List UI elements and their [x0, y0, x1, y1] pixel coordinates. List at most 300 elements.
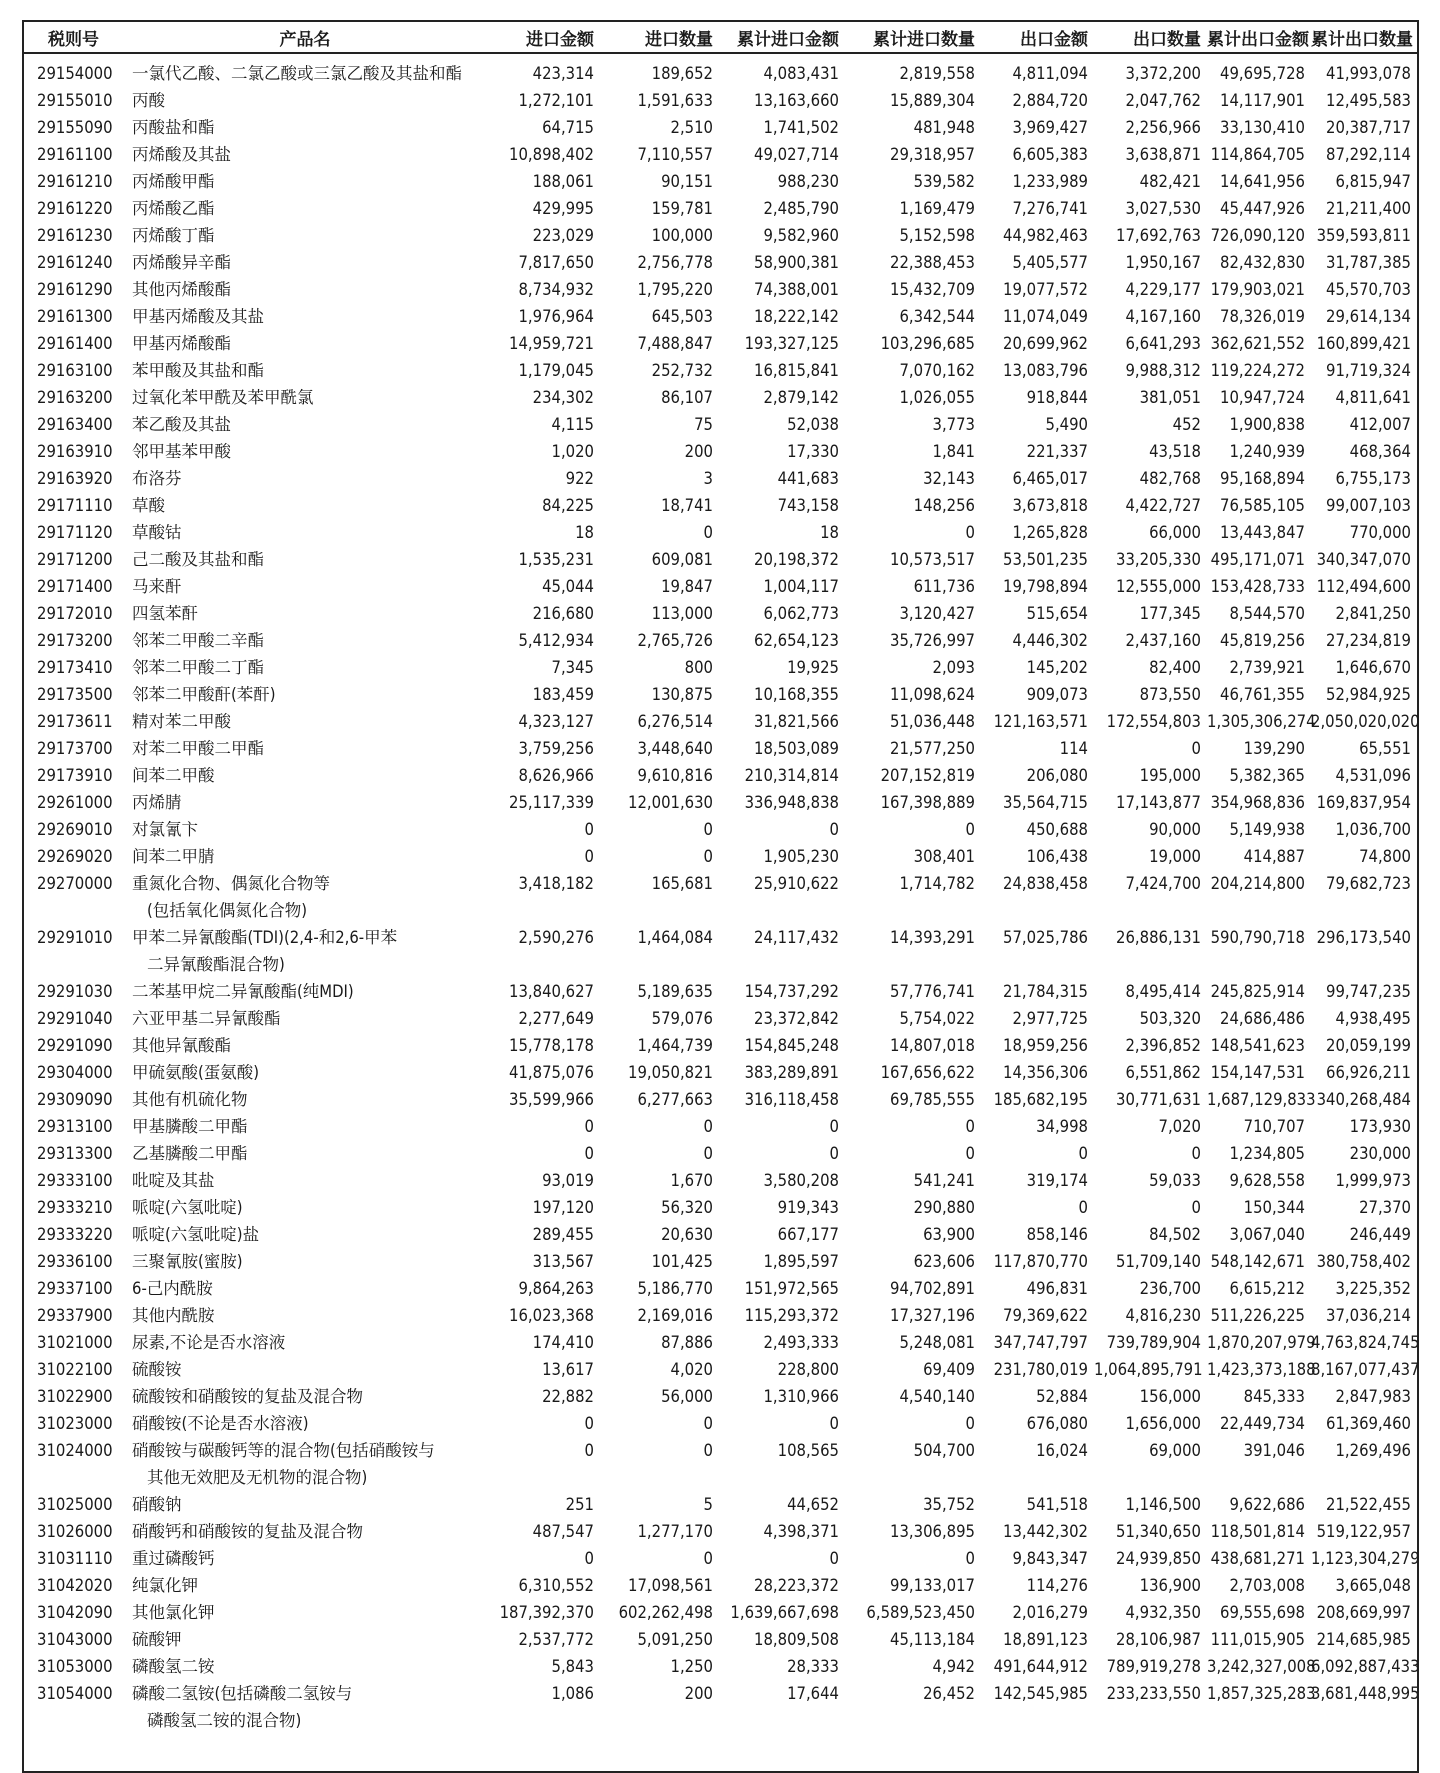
cell-tariff-code: 29161400 — [37, 334, 113, 353]
cell-cumulative-export-amount: 1,900,838 — [1229, 415, 1305, 434]
cell-export-quantity: 3,638,871 — [1125, 145, 1201, 164]
cell-cumulative-import-quantity: 504,700 — [913, 1441, 975, 1460]
cell-import-quantity: 0 — [703, 1414, 713, 1433]
cell-cumulative-import-quantity: 3,773 — [932, 415, 975, 434]
cell-cumulative-export-quantity: 296,173,540 — [1316, 928, 1411, 947]
cell-cumulative-export-quantity: 41,993,078 — [1326, 64, 1411, 83]
cell-cumulative-import-quantity: 69,785,555 — [890, 1090, 975, 1109]
cell-cumulative-import-amount: 18,809,508 — [754, 1630, 839, 1649]
cell-cumulative-export-quantity: 770,000 — [1349, 523, 1411, 542]
cell-export-amount: 35,564,715 — [1003, 793, 1088, 812]
cell-import-quantity: 101,425 — [651, 1252, 713, 1271]
cell-cumulative-export-amount: 1,423,373,188 — [1207, 1360, 1316, 1379]
cell-cumulative-import-quantity: 539,582 — [913, 172, 975, 191]
cell-export-amount: 515,654 — [1026, 604, 1088, 623]
cell-product-name — [129, 1194, 487, 1221]
cell-export-quantity: 4,816,230 — [1125, 1306, 1201, 1325]
header-cumulative-export-quantity: 累计出口数量 — [1311, 22, 1417, 53]
cell-export-amount: 4,811,094 — [1012, 64, 1088, 83]
cell-tariff-code: 29313100 — [37, 1117, 113, 1136]
cell-cumulative-export-quantity: 214,685,985 — [1316, 1630, 1411, 1649]
cell-tariff-code: 29161210 — [37, 172, 113, 191]
cell-import-amount: 251 — [565, 1495, 594, 1514]
cell-import-amount: 487,547 — [532, 1522, 594, 1541]
cell-tariff-code: 29161220 — [37, 199, 113, 218]
cell-export-amount: 0 — [1078, 1144, 1088, 1163]
cell-cumulative-import-quantity: 45,113,184 — [890, 1630, 975, 1649]
product-name-line: 苯甲酸及其盐和酯 — [132, 361, 264, 380]
cell-export-amount: 347,747,797 — [993, 1333, 1088, 1352]
cell-product-name — [129, 1059, 487, 1086]
cell-cumulative-import-quantity: 51,036,448 — [890, 712, 975, 731]
cell-import-quantity: 1,250 — [670, 1657, 713, 1676]
product-name-line: 邻苯二甲酸二丁酯 — [132, 658, 264, 677]
cell-cumulative-import-amount: 6,062,773 — [763, 604, 839, 623]
cell-export-amount: 145,202 — [1026, 658, 1088, 677]
cell-cumulative-export-quantity: 2,841,250 — [1335, 604, 1411, 623]
product-name-line: 六亚甲基二异氰酸酯 — [132, 1009, 281, 1028]
cell-product-name — [129, 546, 487, 573]
cell-product-name — [129, 789, 487, 816]
table-row — [24, 762, 1417, 789]
cell-import-quantity: 1,795,220 — [637, 280, 713, 299]
table-row — [24, 1545, 1417, 1572]
cell-export-quantity: 59,033 — [1149, 1171, 1201, 1190]
cell-export-amount: 52,884 — [1036, 1387, 1088, 1406]
cell-tariff-code: 29291090 — [37, 1036, 113, 1055]
cell-cumulative-export-amount: 726,090,120 — [1210, 226, 1305, 245]
header-export-amount: 出口金额 — [981, 22, 1094, 53]
cell-tariff-code: 29171400 — [37, 577, 113, 596]
cell-cumulative-export-quantity: 87,292,114 — [1326, 145, 1411, 164]
cell-export-amount: 4,446,302 — [1012, 631, 1088, 650]
product-name-line: 对苯二甲酸二甲酯 — [132, 739, 264, 758]
cell-export-amount: 19,798,894 — [1003, 577, 1088, 596]
cell-cumulative-export-amount: 2,703,008 — [1229, 1576, 1305, 1595]
cell-cumulative-import-amount: 108,565 — [777, 1441, 839, 1460]
product-name-line: 硝酸铵(不论是否水溶液) — [132, 1414, 309, 1433]
cell-cumulative-import-amount: 154,737,292 — [744, 982, 839, 1001]
cell-product-name — [129, 303, 487, 330]
cell-cumulative-import-quantity: 0 — [965, 523, 975, 542]
cell-import-quantity: 5,091,250 — [637, 1630, 713, 1649]
header-product-name: 产品名 — [129, 22, 487, 53]
cell-cumulative-import-quantity: 26,452 — [923, 1684, 975, 1703]
cell-cumulative-export-quantity: 2,847,983 — [1335, 1387, 1411, 1406]
table-row — [24, 411, 1417, 438]
cell-cumulative-export-amount: 76,585,105 — [1220, 496, 1305, 515]
cell-tariff-code: 29309090 — [37, 1090, 113, 1109]
table-row — [24, 654, 1417, 681]
cell-product-name — [129, 1383, 487, 1410]
cell-cumulative-export-amount: 1,240,939 — [1229, 442, 1305, 461]
cell-cumulative-export-quantity: 37,036,214 — [1326, 1306, 1411, 1325]
cell-cumulative-export-quantity: 6,815,947 — [1335, 172, 1411, 191]
product-name-line: 布洛芬 — [132, 469, 182, 488]
cell-import-quantity: 5 — [703, 1495, 713, 1514]
cell-cumulative-import-amount: 2,493,333 — [763, 1333, 839, 1352]
cell-cumulative-import-quantity: 5,754,022 — [899, 1009, 975, 1028]
cell-export-quantity: 1,950,167 — [1125, 253, 1201, 272]
cell-cumulative-import-amount: 13,163,660 — [754, 91, 839, 110]
product-name-line: 磷酸氢二铵 — [132, 1657, 215, 1676]
cell-product-name — [129, 1410, 487, 1437]
cell-cumulative-import-quantity: 6,342,544 — [899, 307, 975, 326]
cell-product-name — [129, 681, 487, 708]
table-row — [24, 735, 1417, 762]
product-name-line: 丙酸盐和酯 — [132, 118, 215, 137]
cell-import-amount: 5,843 — [551, 1657, 594, 1676]
header-cumulative-import-amount: 累计进口金额 — [719, 22, 845, 53]
cell-import-quantity: 4,020 — [670, 1360, 713, 1379]
cell-import-amount: 4,323,127 — [518, 712, 594, 731]
cell-cumulative-export-amount: 3,242,327,008 — [1207, 1657, 1316, 1676]
product-name-line: 其他内酰胺 — [132, 1306, 215, 1325]
trade-table — [24, 22, 1420, 1734]
product-name-line: 丙烯酸及其盐 — [132, 145, 231, 164]
cell-cumulative-import-amount: 919,343 — [777, 1198, 839, 1217]
cell-cumulative-import-amount: 1,741,502 — [763, 118, 839, 137]
product-name-line: 对氯氰卞 — [132, 820, 198, 839]
cell-export-amount: 5,405,577 — [1012, 253, 1088, 272]
product-name-line: 吡啶及其盐 — [132, 1171, 215, 1190]
cell-cumulative-export-quantity: 230,000 — [1349, 1144, 1411, 1163]
cell-cumulative-import-quantity: 69,409 — [923, 1360, 975, 1379]
cell-cumulative-export-amount: 118,501,814 — [1210, 1522, 1305, 1541]
cell-cumulative-export-quantity: 29,614,134 — [1326, 307, 1411, 326]
product-name-line: 硫酸铵和硝酸铵的复盐及混合物 — [132, 1387, 363, 1406]
cell-import-quantity: 6,276,514 — [637, 712, 713, 731]
cell-export-quantity: 84,502 — [1149, 1225, 1201, 1244]
cell-import-amount: 3,759,256 — [518, 739, 594, 758]
cell-product-name — [129, 870, 487, 924]
cell-cumulative-export-quantity: 380,758,402 — [1316, 1252, 1411, 1271]
cell-import-quantity: 159,781 — [651, 199, 713, 218]
cell-cumulative-import-quantity: 3,120,427 — [899, 604, 975, 623]
cell-export-quantity: 28,106,987 — [1116, 1630, 1201, 1649]
cell-tariff-code: 29155010 — [37, 91, 113, 110]
cell-import-amount: 922 — [565, 469, 594, 488]
cell-cumulative-import-quantity: 290,880 — [913, 1198, 975, 1217]
product-name-line: 丙烯酸乙酯 — [132, 199, 215, 218]
cell-product-name — [129, 1167, 487, 1194]
cell-product-name — [129, 384, 487, 411]
cell-import-amount: 13,840,627 — [509, 982, 594, 1001]
cell-export-amount: 1,265,828 — [1012, 523, 1088, 542]
cell-tariff-code: 29163910 — [37, 442, 113, 461]
cell-cumulative-export-amount: 46,761,355 — [1220, 685, 1305, 704]
header-tariff-code: 税则号 — [24, 22, 129, 53]
cell-export-amount: 319,174 — [1026, 1171, 1088, 1190]
cell-cumulative-export-quantity: 21,522,455 — [1326, 1495, 1411, 1514]
cell-cumulative-import-amount: 1,004,117 — [763, 577, 839, 596]
cell-tariff-code: 29163920 — [37, 469, 113, 488]
cell-cumulative-import-quantity: 10,573,517 — [890, 550, 975, 569]
cell-cumulative-export-amount: 6,615,212 — [1229, 1279, 1305, 1298]
cell-cumulative-export-quantity: 91,719,324 — [1326, 361, 1411, 380]
cell-import-amount: 187,392,370 — [499, 1603, 594, 1622]
cell-import-amount: 8,734,932 — [518, 280, 594, 299]
cell-product-name — [129, 573, 487, 600]
cell-cumulative-export-quantity: 4,811,641 — [1335, 388, 1411, 407]
cell-cumulative-import-quantity: 35,752 — [923, 1495, 975, 1514]
cell-export-quantity: 51,340,650 — [1116, 1522, 1201, 1541]
cell-cumulative-import-quantity: 15,432,709 — [890, 280, 975, 299]
cell-import-quantity: 17,098,561 — [628, 1576, 713, 1595]
cell-cumulative-export-amount: 114,864,705 — [1210, 145, 1305, 164]
table-row — [24, 1140, 1417, 1167]
cell-cumulative-export-amount: 2,739,921 — [1229, 658, 1305, 677]
table-row — [24, 384, 1417, 411]
cell-cumulative-export-quantity: 246,449 — [1349, 1225, 1411, 1244]
cell-export-amount: 541,518 — [1026, 1495, 1088, 1514]
cell-import-quantity: 75 — [694, 415, 713, 434]
cell-cumulative-import-quantity: 5,248,081 — [899, 1333, 975, 1352]
cell-export-quantity: 789,919,278 — [1106, 1657, 1201, 1676]
cell-product-name — [129, 1248, 487, 1275]
cell-cumulative-export-quantity: 99,007,103 — [1326, 496, 1411, 515]
cell-export-quantity: 90,000 — [1149, 820, 1201, 839]
cell-import-amount: 41,875,076 — [509, 1063, 594, 1082]
product-name-line: 硫酸钾 — [132, 1630, 182, 1649]
cell-export-amount: 14,356,306 — [1003, 1063, 1088, 1082]
cell-product-name — [129, 438, 487, 465]
cell-cumulative-import-quantity: 2,819,558 — [899, 64, 975, 83]
cell-export-amount: 7,276,741 — [1012, 199, 1088, 218]
cell-cumulative-export-quantity: 468,364 — [1349, 442, 1411, 461]
cell-cumulative-import-quantity: 29,318,957 — [890, 145, 975, 164]
cell-cumulative-import-amount: 154,845,248 — [744, 1036, 839, 1055]
cell-import-amount: 4,115 — [551, 415, 594, 434]
cell-import-amount: 22,882 — [542, 1387, 594, 1406]
cell-product-name — [129, 1005, 487, 1032]
cell-cumulative-export-amount: 14,641,956 — [1220, 172, 1305, 191]
header-import-quantity: 进口数量 — [600, 22, 719, 53]
cell-cumulative-import-quantity: 4,540,140 — [899, 1387, 975, 1406]
cell-cumulative-import-amount: 1,639,667,698 — [730, 1603, 839, 1622]
cell-tariff-code: 29337100 — [37, 1279, 113, 1298]
cell-cumulative-import-amount: 52,038 — [787, 415, 839, 434]
cell-tariff-code: 31031110 — [37, 1549, 113, 1568]
table-row — [24, 1410, 1417, 1437]
cell-product-name — [129, 924, 487, 978]
cell-cumulative-import-amount: 49,027,714 — [754, 145, 839, 164]
product-name-line: 邻甲基苯甲酸 — [132, 442, 231, 461]
cell-import-amount: 188,061 — [532, 172, 594, 191]
cell-import-amount: 25,117,339 — [509, 793, 594, 812]
product-name-line: 丙烯腈 — [132, 793, 182, 812]
cell-export-amount: 24,838,458 — [1003, 874, 1088, 893]
cell-export-amount: 11,074,049 — [1003, 307, 1088, 326]
table-row — [24, 276, 1417, 303]
header-row — [24, 22, 1417, 53]
cell-cumulative-import-quantity: 5,152,598 — [899, 226, 975, 245]
cell-cumulative-export-amount: 78,326,019 — [1220, 307, 1305, 326]
cell-cumulative-export-amount: 139,290 — [1243, 739, 1305, 758]
cell-import-amount: 0 — [584, 1117, 594, 1136]
table-row — [24, 141, 1417, 168]
cell-import-amount: 429,995 — [532, 199, 594, 218]
cell-cumulative-import-amount: 667,177 — [777, 1225, 839, 1244]
cell-cumulative-export-quantity: 31,787,385 — [1326, 253, 1411, 272]
cell-product-name — [129, 1599, 487, 1626]
cell-cumulative-import-amount: 228,800 — [777, 1360, 839, 1379]
cell-import-quantity: 189,652 — [651, 64, 713, 83]
cell-cumulative-export-quantity: 2,050,020,020 — [1311, 712, 1420, 731]
cell-cumulative-import-amount: 383,289,891 — [744, 1063, 839, 1082]
cell-cumulative-import-amount: 4,083,431 — [763, 64, 839, 83]
table-row — [24, 924, 1417, 978]
cell-cumulative-export-amount: 10,947,724 — [1220, 388, 1305, 407]
product-name-line: 三聚氰胺(蜜胺) — [132, 1252, 243, 1271]
cell-product-name — [129, 411, 487, 438]
cell-import-quantity: 2,510 — [670, 118, 713, 137]
cell-cumulative-import-quantity: 7,070,162 — [899, 361, 975, 380]
cell-product-name — [129, 249, 487, 276]
table-row — [24, 1329, 1417, 1356]
cell-export-amount: 496,831 — [1026, 1279, 1088, 1298]
cell-product-name — [129, 708, 487, 735]
cell-cumulative-export-quantity: 99,747,235 — [1326, 982, 1411, 1001]
cell-cumulative-import-amount: 74,388,001 — [754, 280, 839, 299]
product-name-line: 丙烯酸甲酯 — [132, 172, 215, 191]
cell-cumulative-import-amount: 10,168,355 — [754, 685, 839, 704]
table-row — [24, 1302, 1417, 1329]
cell-export-amount: 491,644,912 — [993, 1657, 1088, 1676]
cell-export-quantity: 4,229,177 — [1125, 280, 1201, 299]
cell-export-quantity: 381,051 — [1139, 388, 1201, 407]
cell-cumulative-import-quantity: 35,726,997 — [890, 631, 975, 650]
product-name-line: 乙基膦酸二甲酯 — [132, 1144, 248, 1163]
cell-cumulative-export-quantity: 160,899,421 — [1316, 334, 1411, 353]
cell-cumulative-import-amount: 0 — [829, 1117, 839, 1136]
cell-tariff-code: 29163200 — [37, 388, 113, 407]
cell-import-quantity: 3,448,640 — [637, 739, 713, 758]
cell-cumulative-export-amount: 14,117,901 — [1220, 91, 1305, 110]
cell-export-amount: 2,016,279 — [1012, 1603, 1088, 1622]
header-export-quantity: 出口数量 — [1094, 22, 1207, 53]
cell-cumulative-import-quantity: 148,256 — [913, 496, 975, 515]
cell-export-quantity: 6,641,293 — [1125, 334, 1201, 353]
table-row — [24, 53, 1417, 87]
cell-cumulative-export-quantity: 359,593,811 — [1316, 226, 1411, 245]
cell-tariff-code: 29291040 — [37, 1009, 113, 1028]
cell-tariff-code: 29173700 — [37, 739, 113, 758]
cell-tariff-code: 29269010 — [37, 820, 113, 839]
cell-export-quantity: 17,143,877 — [1116, 793, 1201, 812]
product-name-line: 马来酐 — [132, 577, 182, 596]
cell-cumulative-export-amount: 495,171,071 — [1210, 550, 1305, 569]
table-row — [24, 1491, 1417, 1518]
cell-export-amount: 3,673,818 — [1012, 496, 1088, 515]
cell-import-amount: 7,817,650 — [518, 253, 594, 272]
cell-export-amount: 206,080 — [1026, 766, 1088, 785]
cell-export-quantity: 3,027,530 — [1125, 199, 1201, 218]
cell-import-quantity: 56,320 — [661, 1198, 713, 1217]
product-name-line: 草酸 — [132, 496, 165, 515]
cell-product-name — [129, 735, 487, 762]
cell-export-quantity: 26,886,131 — [1116, 928, 1201, 947]
table-row — [24, 789, 1417, 816]
product-name-line: 重氮化合物、偶氮化合物等 — [132, 874, 330, 893]
cell-cumulative-export-amount: 69,555,698 — [1220, 1603, 1305, 1622]
product-name-continuation: (包括氧化偶氮化合物) — [147, 901, 308, 920]
cell-tariff-code: 29269020 — [37, 847, 113, 866]
table-row — [24, 870, 1417, 924]
cell-cumulative-import-quantity: 1,714,782 — [899, 874, 975, 893]
table-row — [24, 978, 1417, 1005]
table-row — [24, 1680, 1417, 1734]
cell-import-quantity: 113,000 — [651, 604, 713, 623]
table-row — [24, 519, 1417, 546]
cell-product-name — [129, 627, 487, 654]
cell-cumulative-import-amount: 0 — [829, 1549, 839, 1568]
cell-export-quantity: 82,400 — [1149, 658, 1201, 677]
cell-export-amount: 18,891,123 — [1003, 1630, 1088, 1649]
cell-cumulative-import-quantity: 13,306,895 — [890, 1522, 975, 1541]
cell-cumulative-export-amount: 9,628,558 — [1229, 1171, 1305, 1190]
cell-import-amount: 64,715 — [542, 118, 594, 137]
cell-product-name — [129, 53, 487, 87]
cell-cumulative-export-amount: 710,707 — [1243, 1117, 1305, 1136]
product-name-line: 二苯基甲烷二异氰酸酯(纯MDI) — [132, 982, 354, 1001]
cell-tariff-code: 29171120 — [37, 523, 113, 542]
cell-import-quantity: 12,001,630 — [628, 793, 713, 812]
cell-export-quantity: 19,000 — [1149, 847, 1201, 866]
product-name-line: 一氯代乙酸、二氯乙酸或三氯乙酸及其盐和酯 — [132, 64, 462, 83]
cell-cumulative-import-amount: 58,900,381 — [754, 253, 839, 272]
cell-export-quantity: 2,437,160 — [1125, 631, 1201, 650]
cell-product-name — [129, 600, 487, 627]
cell-cumulative-export-quantity: 65,551 — [1359, 739, 1411, 758]
table-row — [24, 1518, 1417, 1545]
cell-tariff-code: 29155090 — [37, 118, 113, 137]
cell-export-amount: 6,605,383 — [1012, 145, 1088, 164]
cell-cumulative-import-quantity: 22,388,453 — [890, 253, 975, 272]
cell-cumulative-export-amount: 150,344 — [1243, 1198, 1305, 1217]
cell-product-name — [129, 1221, 487, 1248]
cell-import-amount: 1,086 — [551, 1684, 594, 1703]
cell-cumulative-export-quantity: 27,234,819 — [1326, 631, 1411, 650]
cell-cumulative-export-amount: 362,621,552 — [1210, 334, 1305, 353]
product-name-line: 丙烯酸异辛酯 — [132, 253, 231, 272]
cell-cumulative-import-quantity: 623,606 — [913, 1252, 975, 1271]
cell-cumulative-import-quantity: 0 — [965, 1144, 975, 1163]
cell-cumulative-import-quantity: 1,026,055 — [899, 388, 975, 407]
cell-cumulative-import-quantity: 99,133,017 — [890, 1576, 975, 1595]
cell-cumulative-export-amount: 245,825,914 — [1210, 982, 1305, 1001]
cell-cumulative-export-quantity: 3,681,448,995 — [1311, 1684, 1420, 1703]
cell-cumulative-export-amount: 179,903,021 — [1210, 280, 1305, 299]
product-name-line: 丙烯酸丁酯 — [132, 226, 215, 245]
product-name-line: 苯乙酸及其盐 — [132, 415, 231, 434]
product-name-line: 己二酸及其盐和酯 — [132, 550, 264, 569]
cell-cumulative-import-quantity: 14,393,291 — [890, 928, 975, 947]
product-name-line: 纯氯化钾 — [132, 1576, 198, 1595]
cell-cumulative-export-quantity: 340,347,070 — [1316, 550, 1411, 569]
cell-import-quantity: 252,732 — [651, 361, 713, 380]
cell-cumulative-export-amount: 1,687,129,833 — [1207, 1090, 1316, 1109]
table-row — [24, 1383, 1417, 1410]
cell-tariff-code: 29291010 — [37, 928, 113, 947]
cell-import-quantity: 100,000 — [651, 226, 713, 245]
cell-cumulative-import-quantity: 17,327,196 — [890, 1306, 975, 1325]
cell-cumulative-import-quantity: 63,900 — [923, 1225, 975, 1244]
header-cumulative-export-amount: 累计出口金额 — [1207, 22, 1311, 53]
cell-cumulative-export-amount: 153,428,733 — [1210, 577, 1305, 596]
table-row — [24, 546, 1417, 573]
cell-cumulative-import-quantity: 32,143 — [923, 469, 975, 488]
